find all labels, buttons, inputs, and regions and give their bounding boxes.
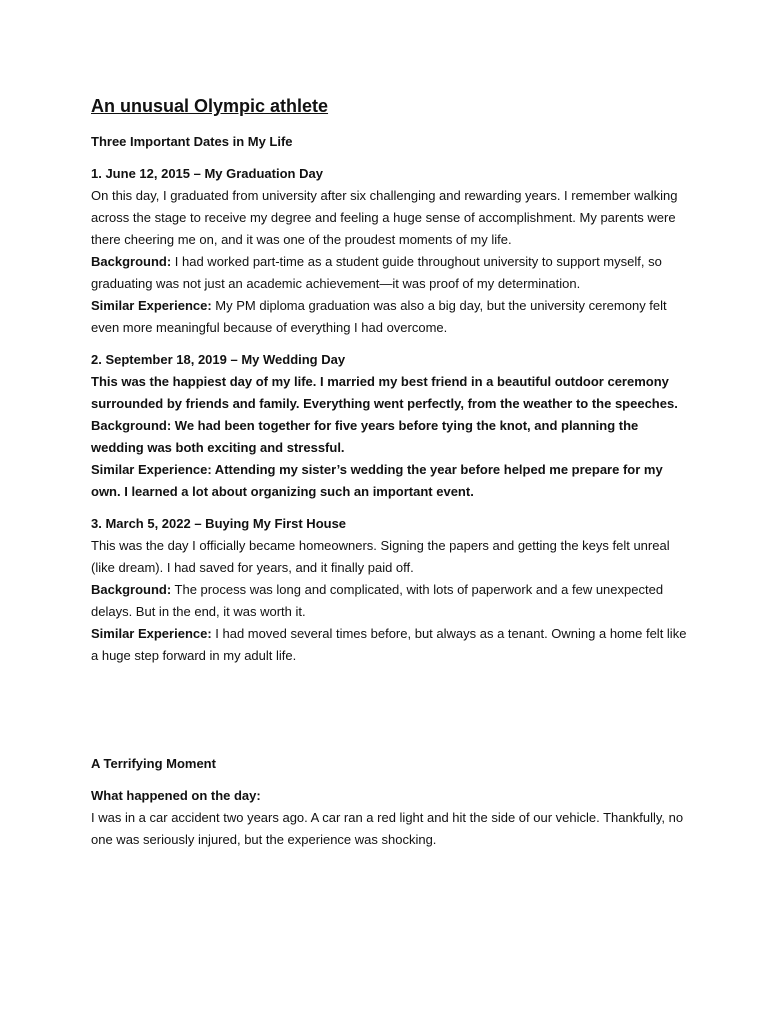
background-label: Background: (91, 254, 172, 269)
background-paragraph (91, 579, 691, 623)
section-heading: 3. March 5, 2022 – Buying My First House (91, 516, 347, 531)
dates-heading: Three Important Dates in My Life (91, 134, 293, 149)
similar-text: Attending my sister’s wedding the year before helped me prepare for my own. I learned a lot about organizing such an important event. (91, 462, 663, 499)
background-text: I had worked part-time as a student guide throughout university to support myself, so graduating was not just an academic achievement—it was proof of my determination. (91, 254, 662, 291)
similar-label: Similar Experience: (91, 298, 212, 313)
terrifying-subheading: What happened on the day: (91, 788, 261, 803)
document-title: An unusual Olympic athlete (91, 96, 329, 116)
section-body: This was the happiest day of my life. I married my best friend in a beautiful outdoor ceremony surrounded by friends and family. Everything went perfectly, from the weather to the speeches. (91, 374, 678, 411)
background-label: Background: (91, 582, 172, 597)
background-text: The process was long and complicated, with lots of paperwork and a few unexpected delays. But in the end, it was worth it. (91, 582, 664, 619)
similar-label: Similar Experience: (91, 626, 212, 641)
date-section-graduation (91, 163, 691, 339)
background-text: We had been together for five years before tying the knot, and planning the wedding was both exciting and stressful. (91, 418, 639, 455)
similar-paragraph (91, 295, 691, 339)
date-section-house (91, 513, 691, 667)
terrifying-section (91, 785, 691, 851)
background-label: Background: (91, 418, 172, 433)
similar-text: I had moved several times before, but always as a tenant. Owning a home felt like a huge step forward in my adult life. (91, 626, 687, 663)
section-heading: 1. June 12, 2015 – My Graduation Day (91, 166, 323, 181)
background-paragraph (91, 251, 691, 295)
section-body: On this day, I graduated from university after six challenging and rewarding years. I remember walking across the stage to receive my degree and feeling a huge sense of accomplishment. My parents were there cheering me on, and it was one of the proudest moments of my life. (91, 188, 678, 247)
background-paragraph (91, 415, 691, 459)
similar-paragraph (91, 623, 691, 667)
terrifying-heading: A Terrifying Moment (91, 756, 216, 771)
similar-paragraph (91, 459, 691, 503)
date-section-wedding (91, 349, 691, 503)
document-page (91, 93, 691, 861)
section-heading: 2. September 18, 2019 – My Wedding Day (91, 352, 346, 367)
section-body: This was the day I officially became homeowners. Signing the papers and getting the keys felt unreal (like dream). I had saved for years, and it finally paid off. (91, 538, 670, 575)
terrifying-body: I was in a car accident two years ago. A car ran a red light and hit the side of our vehicle. Thankfully, no one was seriously injured, but the experience was shocking. (91, 810, 684, 847)
similar-text: My PM diploma graduation was also a big day, but the university ceremony felt even more meaningful because of everything I had overcome. (91, 298, 667, 335)
similar-label: Similar Experience: (91, 462, 212, 477)
blank-space (91, 677, 691, 753)
